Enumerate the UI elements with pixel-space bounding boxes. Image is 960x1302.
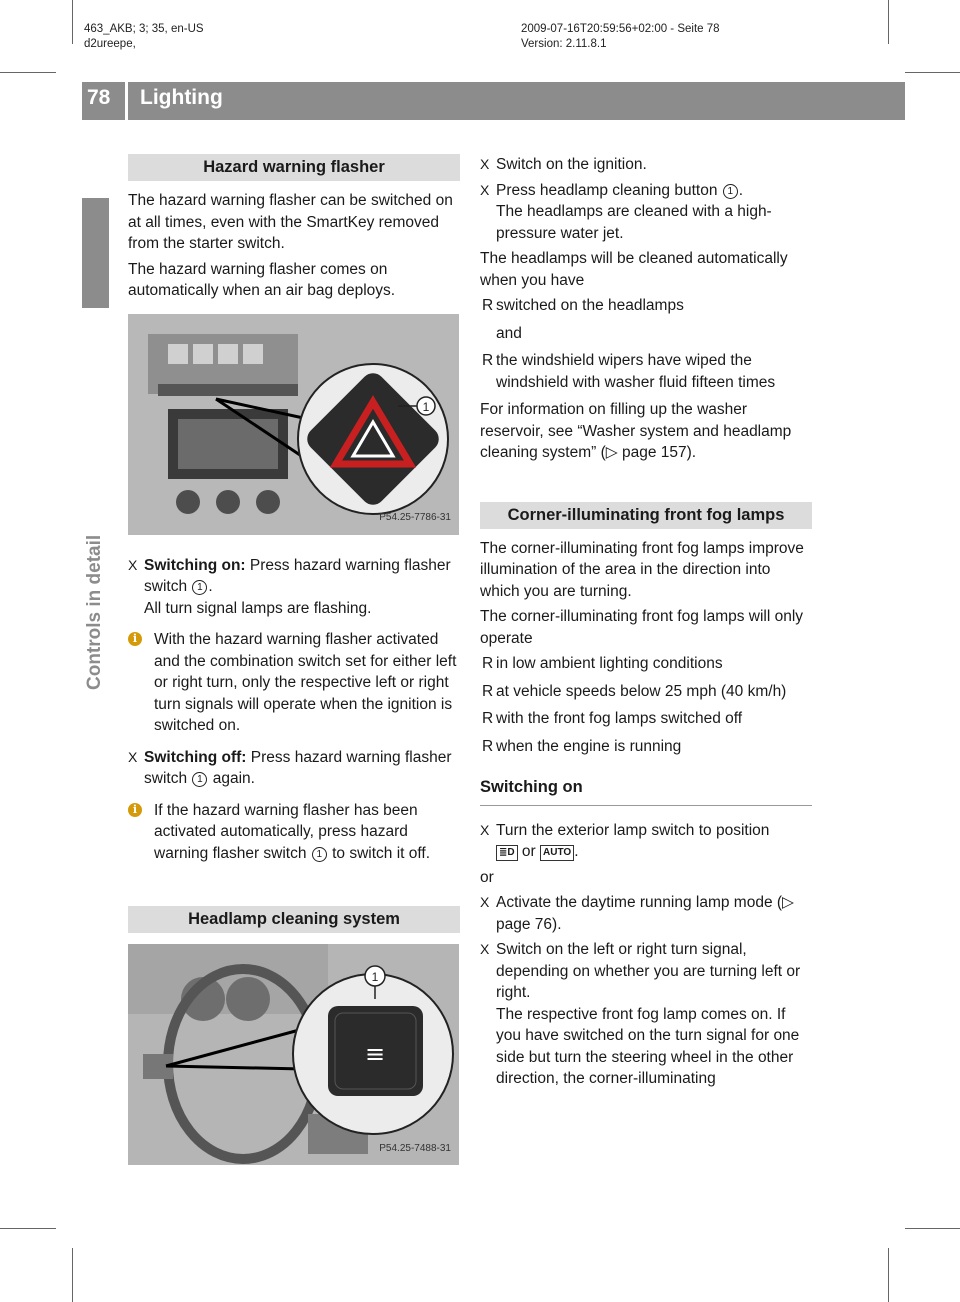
- step-text: Press hazard warning flasher switch: [144, 556, 451, 595]
- connector-word: or: [480, 868, 494, 886]
- note-text: With the hazard warning flasher activated and the combination switch set for either left or right turn, only the respective left or right turn signals will operate when the ignition is switched on.: [154, 631, 457, 734]
- cockpit-illustration: [128, 944, 459, 1165]
- print-meta-right: [521, 22, 720, 52]
- step-text-or: or: [521, 843, 536, 860]
- crop-mark: [888, 0, 889, 44]
- note-text-end: to switch it off.: [332, 844, 431, 862]
- print-meta-left-line2: d2ureepe,: [84, 38, 136, 50]
- paragraph: The hazard warning flasher comes on automatically when an air bag deploys.: [128, 260, 396, 299]
- bullet-icon: R: [482, 682, 494, 700]
- section-heading-fog: Corner-illuminating front fog lamps: [480, 502, 812, 529]
- crop-mark: [72, 1248, 73, 1302]
- bullet-text: in low ambient lighting conditions: [496, 655, 723, 672]
- crop-mark: [905, 1228, 960, 1229]
- crop-mark: [0, 1228, 56, 1229]
- paragraph: The headlamps will be cleaned automatically when you have: [480, 250, 788, 289]
- info-icon: i: [128, 803, 142, 817]
- step: [128, 555, 460, 620]
- step: [480, 154, 812, 176]
- step-label: Switching off:: [144, 748, 247, 766]
- step-text: Switch on the left or right turn signal, depending on whether you are turning left or right.: [496, 941, 801, 1001]
- step-arrow-icon: X: [480, 894, 490, 910]
- step-text-end: .: [738, 181, 744, 199]
- step-arrow-icon: X: [480, 156, 490, 172]
- step-label: Switching on:: [144, 556, 246, 574]
- bullet-icon: R: [482, 710, 494, 727]
- step-result: The headlamps are cleaned with a high-pressure water jet.: [496, 203, 772, 242]
- step: [480, 180, 812, 245]
- bullet-item: [480, 708, 812, 730]
- step-text: Activate the daytime running lamp mode (▷ page 76).: [496, 894, 794, 933]
- figure-code: P54.25-7488-31: [379, 1142, 451, 1154]
- step-result: All turn signal lamps are flashing.: [144, 599, 372, 617]
- low-beam-icon: ≣D: [496, 845, 518, 861]
- bullet-icon: R: [482, 297, 494, 314]
- connector-word: and: [496, 324, 522, 342]
- bullet-text: when the engine is running: [496, 737, 682, 755]
- bullet-item: [480, 350, 812, 393]
- running-title: Lighting: [140, 86, 223, 109]
- hazard-switch-figure: [128, 314, 459, 535]
- paragraph: The corner-illuminating front fog lamps will only operate: [480, 608, 804, 647]
- step-arrow-icon: X: [128, 748, 138, 765]
- figure-callout: 1: [422, 399, 430, 414]
- right-column: [480, 154, 812, 1094]
- paragraph: The hazard warning flasher can be switched on at all times, even with the SmartKey removed from the starter switch.: [128, 192, 453, 252]
- step: [480, 892, 812, 935]
- step-text: Press hazard warning flasher switch: [144, 748, 452, 787]
- step-text: Turn the exterior lamp switch to position: [496, 821, 770, 839]
- bullet-text: switched on the headlamps: [496, 297, 684, 314]
- print-meta-right-line2: Version: 2.11.8.1: [521, 38, 607, 50]
- step: [128, 747, 460, 790]
- header-divider: [125, 56, 128, 120]
- bullet-text: with the front fog lamps switched off: [496, 710, 743, 727]
- step: X Turn the exterior lamp switch to position ≣D or AUTO .: [480, 821, 770, 860]
- bullet-icon: R: [482, 352, 494, 369]
- side-chapter-label: Controls in detail: [84, 534, 105, 690]
- callout-number-icon: 1: [192, 772, 207, 787]
- bullet-text: the windshield wipers have wiped the windshield with washer fluid fifteen times: [496, 352, 776, 391]
- section-heading-headlamp: Headlamp cleaning system: [128, 906, 460, 933]
- crop-mark: [0, 72, 56, 73]
- figure-code: P54.25-7786-31: [379, 512, 451, 523]
- print-meta-left-line1: 463_AKB; 3; 35, en-US: [84, 23, 204, 35]
- step-result: The respective front fog lamp comes on. If you have switched on the turn signal for one side but turn the steering wheel in the other direction, the corner-illuminating: [496, 1005, 800, 1087]
- side-tab: [82, 198, 109, 308]
- bullet-icon: R: [482, 655, 494, 672]
- crop-mark: [888, 1248, 889, 1302]
- section-heading-hazard: Hazard warning flasher: [128, 154, 460, 181]
- info-note: [128, 800, 460, 865]
- bullet-item: [480, 736, 812, 758]
- bullet-text: at vehicle speeds below 25 mph (40 km/h): [496, 682, 787, 700]
- figure-callout: 1: [371, 970, 379, 984]
- callout-number-icon: 1: [723, 184, 738, 199]
- left-column: [128, 154, 460, 1185]
- headlamp-cleaning-icon: ≡: [364, 1040, 386, 1068]
- step-text-end: .: [208, 578, 213, 595]
- step-arrow-icon: X: [480, 181, 490, 198]
- subheading-switching-on: Switching on: [480, 777, 812, 806]
- step-text: Switch on the ignition.: [496, 156, 647, 173]
- step-arrow-icon: X: [128, 556, 138, 573]
- note-text: If the hazard warning flasher has been activated automatically, press hazard warning flasher switch: [154, 801, 418, 862]
- dashboard-illustration: [128, 314, 459, 535]
- crop-mark: [905, 72, 960, 73]
- crop-mark: [72, 0, 73, 44]
- step: [480, 939, 812, 1090]
- auto-lamp-icon: AUTO: [540, 845, 574, 861]
- bullet-icon: R: [482, 737, 494, 755]
- paragraph: For information on filling up the washer reservoir, see “Washer system and headlamp cleaning system” (▷ page 157).: [480, 401, 792, 461]
- bullet-item: [480, 681, 812, 703]
- page-number: 78: [87, 86, 111, 109]
- info-note: [128, 629, 460, 737]
- paragraph: The corner-illuminating front fog lamps improve illumination of the area in the direction into which you are turning.: [480, 539, 804, 600]
- step-text-end: again.: [212, 770, 255, 787]
- print-meta-left: [84, 22, 204, 52]
- bullet-item: [480, 295, 812, 317]
- step-text: Press headlamp cleaning button: [496, 181, 718, 199]
- page-header: [82, 56, 905, 120]
- bullet-item: [480, 653, 812, 675]
- print-meta-right-line1: 2009-07-16T20:59:56+02:00 - Seite 78: [521, 23, 720, 35]
- headlamp-button-figure: [128, 944, 459, 1165]
- callout-number-icon: 1: [192, 580, 207, 595]
- step-arrow-icon: X: [480, 941, 490, 957]
- step-arrow-icon: X: [480, 821, 490, 838]
- callout-number-icon: 1: [312, 847, 327, 862]
- info-icon: i: [128, 632, 142, 646]
